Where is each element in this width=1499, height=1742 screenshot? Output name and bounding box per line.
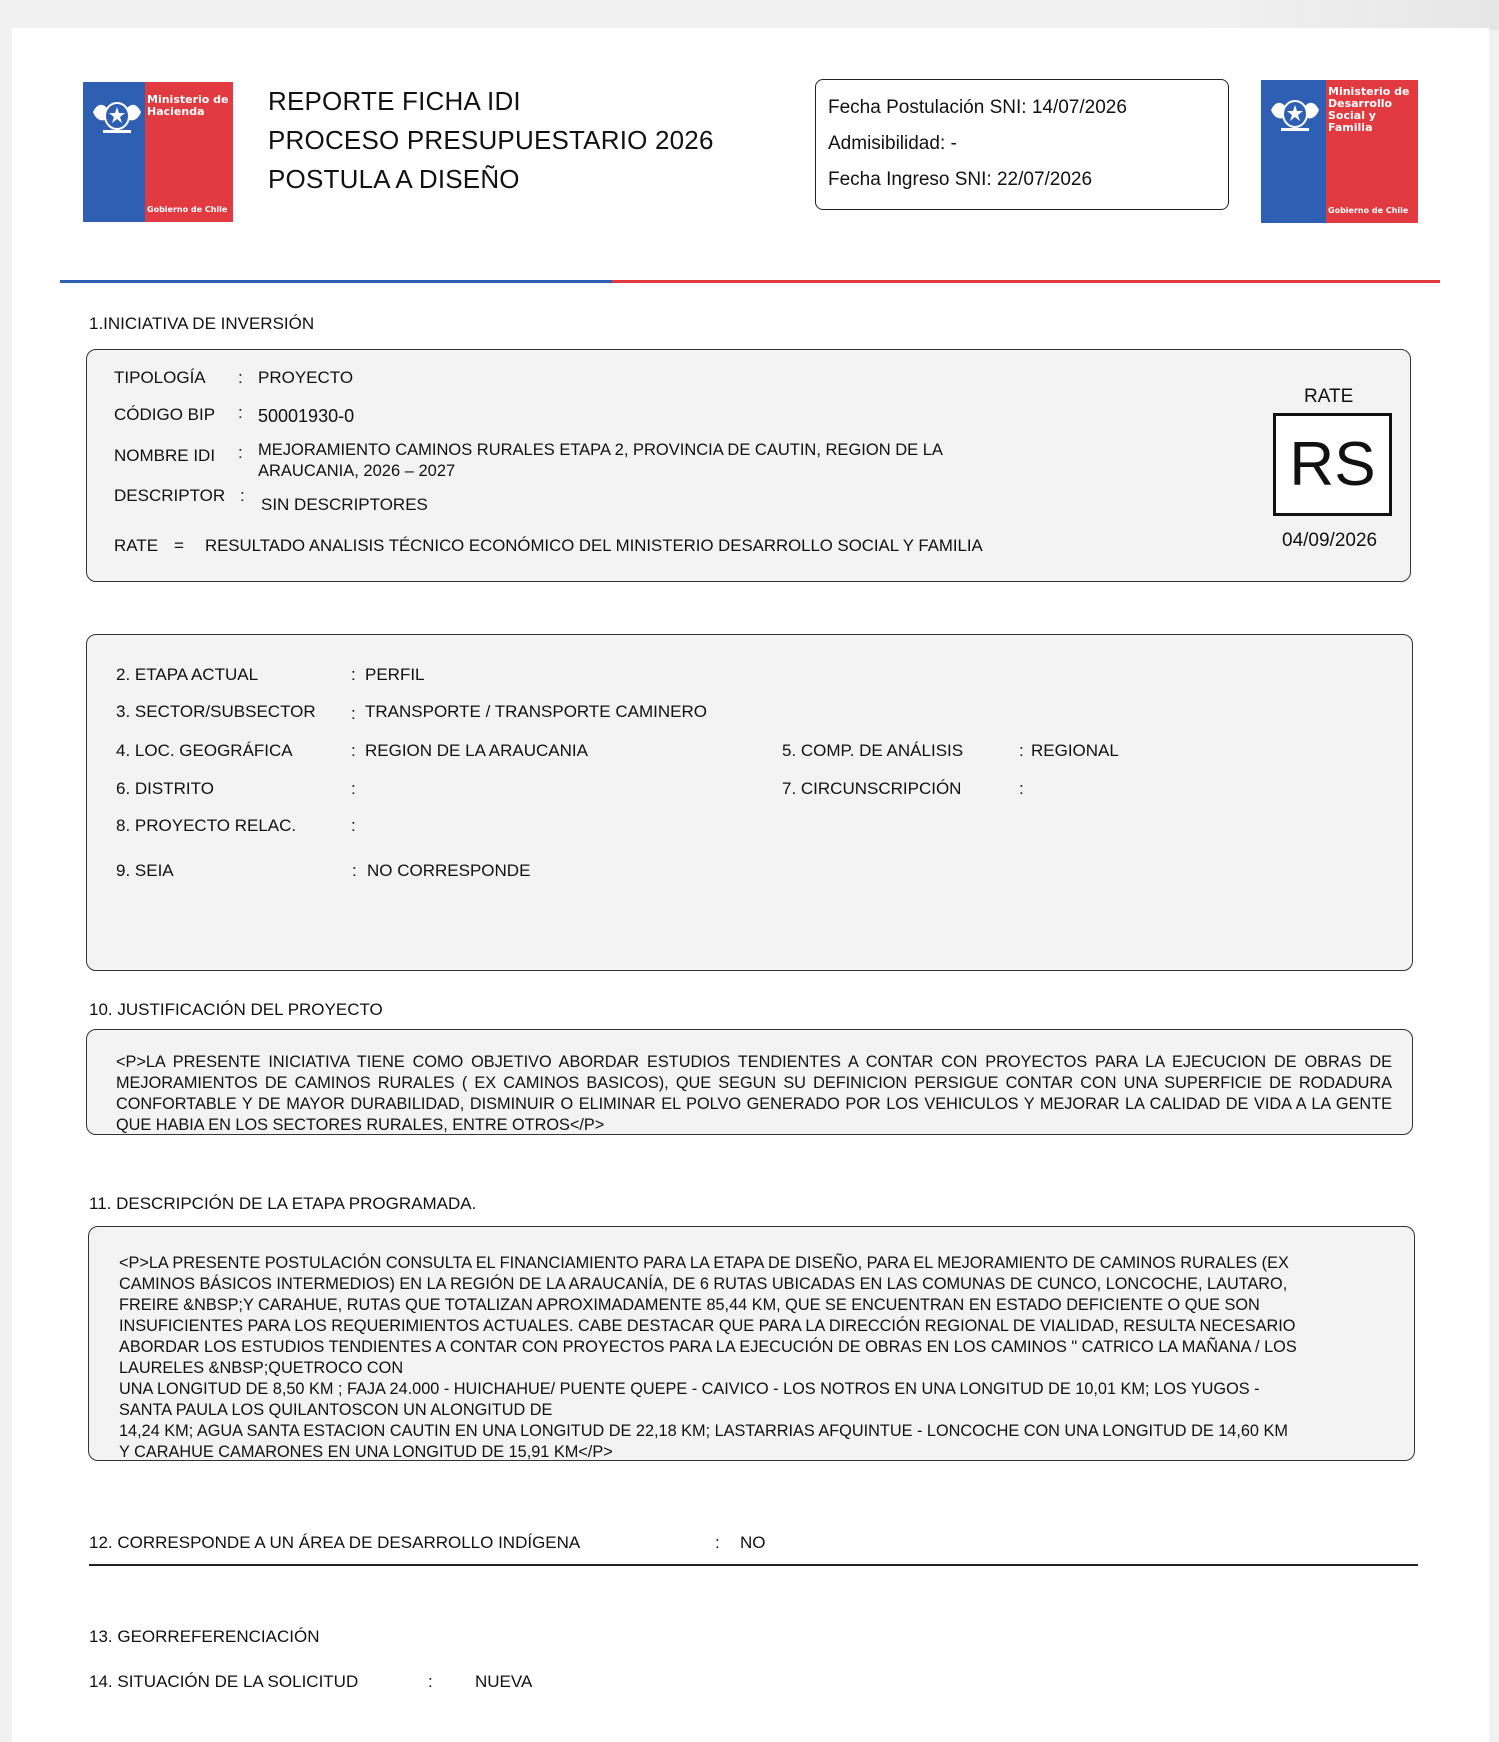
descripcion-line: SANTA PAULA LOS QUILANTOSCON UN ALONGITUD DE [119,1401,553,1419]
hacienda-logo-footer: Gobierno de Chile [147,205,228,214]
situacion-value: NUEVA [475,1672,533,1691]
colon: : [1019,741,1024,760]
colon: : [238,443,243,462]
descripcion-line: UNA LONGITUD DE 8,50 KM ; FAJA 24.000 - HUICHAHUE/ PUENTE QUEPE - CAIVICO - LOS NOTROS EN UNA LONGITUD DE 10,01 KM; LOS YUGOS - [119,1380,1260,1398]
desarrollo-logo-footer: Gobierno de Chile [1328,206,1409,215]
section-12-rule [89,1564,1418,1566]
descripcion-line: CAMINOS BÁSICOS INTERMEDIOS) EN LA REGIÓN DE LA ARAUCANÍA, DE 6 RUTAS UBICADAS EN LAS COMUNAS DE CUNCO, LONCOCHE, LAUTARO, [119,1275,1288,1293]
seia-value: NO CORRESPONDE [367,861,531,880]
colon: : [240,486,245,505]
descripcion-line: 14,24 KM; AGUA SANTA ESTACION CAUTIN EN UNA LONGITUD DE 22,18 KM; LASTARRIAS AFQUINTUE - LONCOCHE CON UNA LONGITUD DE 14,60 KM [119,1422,1288,1440]
desarrollo-social-logo [1261,80,1418,223]
title-line-2: PROCESO PRESUPUESTARIO 2026 [268,125,714,155]
descripcion-line: <P>LA PRESENTE POSTULACIÓN CONSULTA EL FINANCIAMIENTO PARA LA ETAPA DE DISEÑO, PARA EL MEJORAMIENTO DE CAMINOS RURALES (EX [119,1254,1289,1272]
tipologia-value: PROYECTO [258,368,354,387]
section-1-title: 1.INICIATIVA DE INVERSIÓN [89,314,315,333]
section-2-box [86,634,1413,971]
section-10-title: 10. JUSTIFICACIÓN DEL PROYECTO [89,1000,383,1019]
rate-def-value: RESULTADO ANALISIS TÉCNICO ECONÓMICO DEL MINISTERIO DESARROLLO SOCIAL Y FAMILIA [205,536,983,555]
tipologia-label: TIPOLOGÍA [114,368,206,387]
rate-def-eq: = [174,536,184,555]
descripcion-text [119,1253,1404,1461]
circunscripcion-label: 7. CIRCUNSCRIPCIÓN [782,779,962,798]
colon: : [1019,779,1024,798]
chile-crest-icon [1267,90,1323,134]
title-line-1: REPORTE FICHA IDI [268,86,521,116]
fecha-ingreso: Fecha Ingreso SNI: 22/07/2026 [828,169,1093,190]
codigo-bip-value: 50001930-0 [258,406,355,426]
hacienda-logo [83,82,233,222]
sector-label: 3. SECTOR/SUBSECTOR [116,702,316,721]
report-title [268,82,714,199]
descripcion-line: FREIRE &NBSP;Y CARAHUE, RUTAS QUE TOTALIZAN APROXIMADAMENTE 85,44 KM, QUE SE ENCUENTRAN EN ESTADO DEFICIENTE O QUE SON [119,1296,1260,1314]
proyecto-relac-label: 8. PROYECTO RELAC. [116,816,297,835]
section-11-title: 11. DESCRIPCIÓN DE LA ETAPA PROGRAMADA. [89,1194,477,1213]
georreferenciacion-label: 13. GEORREFERENCIACIÓN [89,1627,320,1646]
comp-analisis-label: 5. COMP. DE ANÁLISIS [782,741,964,760]
nombre-idi-label: NOMBRE IDI [114,446,216,465]
comp-analisis-value: REGIONAL [1031,741,1119,760]
rate-def-label: RATE [114,536,159,555]
descripcion-line: LAURELES &NBSP;QUETROCO CON [119,1359,404,1377]
desarrollo-logo-line2: Desarrollo [1328,97,1393,110]
codigo-bip-label: CÓDIGO BIP [114,405,216,424]
colon: : [352,861,357,880]
title-line-3: POSTULA A DISEÑO [268,164,520,194]
hacienda-logo-line1: Ministerio de [147,93,229,106]
loc-geografica-value: REGION DE LA ARAUCANIA [365,741,588,760]
admisibilidad: Admisibilidad: - [828,133,957,154]
descriptor-value: SIN DESCRIPTORES [261,495,428,514]
dates-box [815,79,1229,210]
area-indigena-value: NO [740,1533,766,1552]
justificacion-text: <P>LA PRESENTE INICIATIVA TIENE COMO OBJETIVO ABORDAR ESTUDIOS TENDIENTES A CONTAR CON PROYECTOS PARA LA EJECUCION DE OBRAS DE MEJORAMIENTOS DE CAMINOS RURALES ( EX CAMINOS BASICOS), QUE SEGUN SU DEFINICION PERSIGUE CONTAR CON UNA SUPERFICIE DE RODADURA CONFORTABLE Y DE MAYOR DURABILIDAD, DISMINUIR O ELIMINAR EL POLVO GENERADO POR LOS VEHICULOS Y MEJORAR LA CALIDAD DE VIDA A LA GENTE QUE HABIA EN LOS SECTORES RURALES, ENTRE OTROS</P> [116,1053,1392,1134]
descriptor-label: DESCRIPTOR [114,486,226,505]
rate-title: RATE [1304,386,1354,407]
colon: : [238,368,243,387]
colon: : [351,816,356,835]
etapa-actual-label: 2. ETAPA ACTUAL [116,665,259,684]
colon: : [351,665,356,684]
nombre-idi-value-2: ARAUCANIA, 2026 – 2027 [258,462,456,480]
area-indigena-label: 12. CORRESPONDE A UN ÁREA DE DESARROLLO INDÍGENA [89,1533,581,1552]
page-shadow [1200,0,1499,30]
seia-label: 9. SEIA [116,861,174,880]
colon: : [351,704,356,723]
loc-geografica-label: 4. LOC. GEOGRÁFICA [116,741,293,760]
hacienda-logo-line2: Hacienda [147,105,205,118]
sector-value: TRANSPORTE / TRANSPORTE CAMINERO [365,702,707,721]
desarrollo-logo-line3: Social y [1328,109,1376,122]
nombre-idi-value-1: MEJORAMIENTO CAMINOS RURALES ETAPA 2, PROVINCIA DE CAUTIN, REGION DE LA [258,441,943,459]
colon: : [351,741,356,760]
rate-date: 04/09/2026 [1282,530,1378,551]
fecha-postulacion: Fecha Postulación SNI: 14/07/2026 [828,97,1127,118]
situacion-label: 14. SITUACIÓN DE LA SOLICITUD [89,1672,359,1691]
desarrollo-logo-line4: Familia [1328,121,1373,134]
descripcion-line: INSUFICIENTES PARA LOS REQUERIMIENTOS ACTUALES. CABE DESTACAR QUE PARA LA DIRECCIÓN REGIONAL DE VIALIDAD, RESULTA NECESARIO [119,1317,1296,1335]
descripcion-line: ABORDAR LOS ESTUDIOS TENDIENTES A CONTAR CON PROYECTOS PARA LA EJECUCIÓN DE OBRAS EN LOS CAMINOS " CATRICO LA MAÑANA / LOS [119,1338,1297,1356]
desarrollo-logo-line1: Ministerio de [1328,85,1410,98]
colon: : [715,1533,720,1552]
etapa-actual-value: PERFIL [365,665,425,684]
distrito-label: 6. DISTRITO [116,779,214,798]
colon: : [428,1672,433,1691]
chile-crest-icon [89,92,145,136]
colon: : [238,403,243,422]
header-divider [60,280,1440,283]
descripcion-line: Y CARAHUE CAMARONES EN UNA LONGITUD DE 15,91 KM</P> [119,1443,613,1461]
rate-badge [1273,413,1392,516]
colon: : [351,779,356,798]
rate-value: RS [1289,430,1376,499]
